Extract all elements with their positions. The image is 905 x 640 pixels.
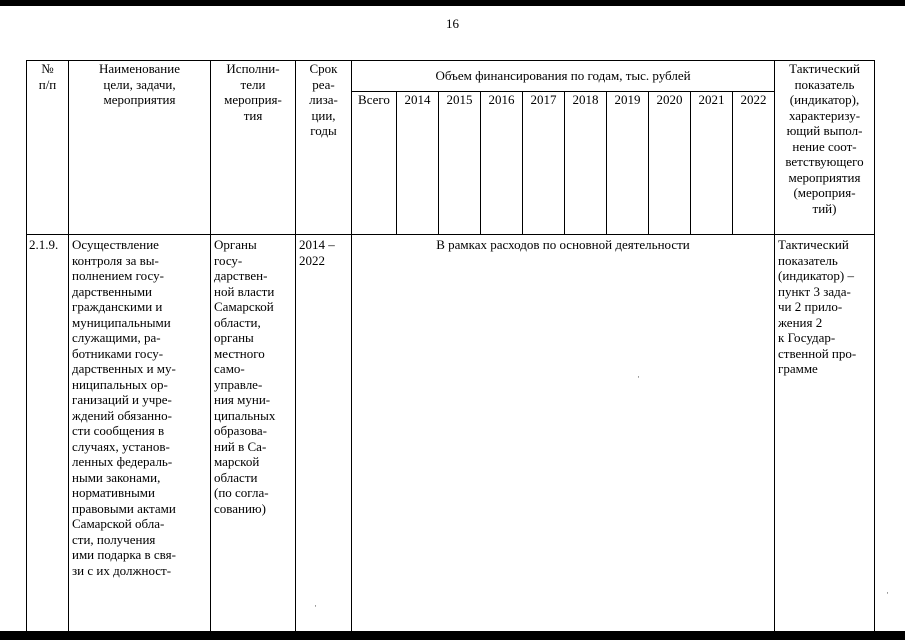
row-executors-text: Органы госу- дарствен- ной власти Самарской области, органы местного само- управле- ния муни- ципальных образова- ний в Са- марской области (по согла- сованию) — [214, 237, 276, 516]
scan-speck: · — [637, 372, 640, 382]
top-border — [0, 0, 905, 6]
header-name — [69, 61, 211, 235]
row-indicator — [775, 235, 875, 633]
row-financing — [352, 235, 775, 633]
row-num — [27, 235, 69, 633]
row-executors — [211, 235, 296, 633]
program-table — [26, 60, 875, 633]
header-year-2021: 2021 — [691, 92, 733, 235]
header-indicator-text: Тактический показатель (индикатор), характеризу- ющий выпол- нение соот- ветствующего мероприятия (мероприя- тий) — [785, 61, 864, 216]
header-name-text: Наименование цели, задачи, мероприятия — [99, 61, 180, 107]
header-term-text: Срок реа- лиза- ции, годы — [309, 61, 338, 138]
header-year-2017: 2017 — [523, 92, 565, 235]
header-total: Всего — [352, 92, 397, 235]
header-term — [296, 61, 352, 235]
header-indicator — [775, 61, 875, 235]
row-financing-text: В рамках расходов по основной деятельности — [436, 237, 690, 252]
header-num-text: № п/п — [38, 61, 57, 92]
table-row — [27, 235, 875, 633]
row-num-text: 2.1.9. — [29, 237, 59, 252]
header-year-2014: 2014 — [397, 92, 439, 235]
row-term — [296, 235, 352, 633]
header-executors — [211, 61, 296, 235]
bottom-border — [0, 631, 905, 640]
row-name-text: Осуществление контроля за вы- полнением госу- дарственными гражданскими и муниципальными служащими, ра- ботниками госу- дарственных и му- ниципальных ор- ганизаций и учре- ждений обязанно- сти сообщения в случаях, установ- ленных федераль- ными законами, нормативными правовыми актами Самарской обла- сти, получения ими подарка в свя- зи с их должност- — [72, 237, 176, 578]
row-indicator-text: Тактический показатель (индикатор) – пункт 3 зада- чи 2 прило- жения 2 к Государ- ственной про- грамме — [778, 237, 857, 376]
header-year-2020: 2020 — [649, 92, 691, 235]
header-year-2015: 2015 — [439, 92, 481, 235]
header-year-2019: 2019 — [607, 92, 649, 235]
header-financing — [352, 61, 775, 92]
header-executors-text: Исполни- тели мероприя- тия — [224, 61, 282, 123]
scan-speck: · — [314, 601, 317, 611]
header-year-2022: 2022 — [733, 92, 775, 235]
header-row — [27, 61, 875, 92]
page-number: 16 — [446, 16, 459, 31]
row-term-text: 2014 – 2022 — [299, 237, 335, 268]
header-num — [27, 61, 69, 235]
header-year-2018: 2018 — [565, 92, 607, 235]
header-financing-text: Объем финансирования по годам, тыс. рублей — [435, 68, 691, 84]
header-year-2016: 2016 — [481, 92, 523, 235]
scan-speck: · — [886, 588, 889, 598]
row-name — [69, 235, 211, 633]
